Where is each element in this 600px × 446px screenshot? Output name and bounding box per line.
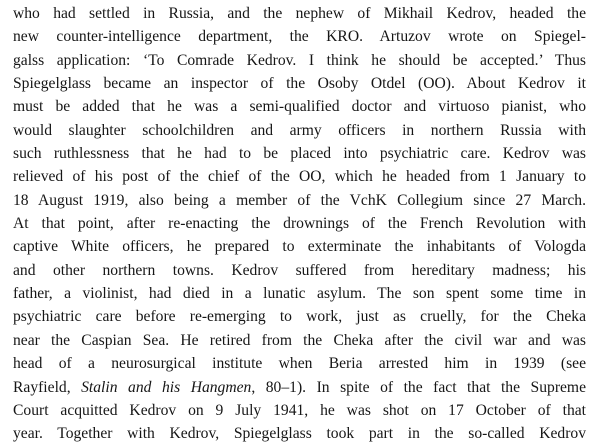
text-line: must be added that he was a semi-qualified doctor and virtuoso pianist, who — [13, 98, 586, 116]
text-line: and other northern towns. Kedrov suffered from hereditary madness; his — [13, 261, 586, 279]
text-line: relieved of his post of the chief of the OO, which he headed from 1 January to — [13, 168, 586, 186]
text-line: would slaughter schoolchildren and army officers in northern Russia with — [13, 121, 586, 139]
text-line: Court acquitted Kedrov on 9 July 1941, he was shot on 17 October of that — [13, 401, 586, 419]
text-line: new counter-intelligence department, the KRO. Artuzov wrote on Spiegel- — [13, 28, 586, 46]
citation-lead: Rayfield, — [13, 378, 82, 396]
text-line: psychiatric care before re-emerging to work, just as cruelly, for the Cheka — [13, 308, 586, 326]
book-title: Stalin and his Hangmen — [81, 378, 252, 396]
text-line: father, a violinist, had died in a lunatic asylum. The son spent some time in — [13, 285, 586, 303]
text-line: galss application: ‘To Comrade Kedrov. I think he should be accepted.’ Thus — [13, 51, 586, 69]
text-line: head of a neurosurgical institute when Beria arrested him in 1939 (see — [13, 355, 586, 373]
text-line: At that point, after re-enacting the drownings of the French Revolution with — [13, 215, 586, 233]
citation-tail: , 80–1). In spite of the fact that the Supreme — [251, 378, 586, 396]
text-line-with-citation — [13, 376, 586, 399]
text-line: near the Caspian Sea. He retired from the Cheka after the civil war and was — [13, 331, 586, 349]
text-line: captive White officers, he prepared to exterminate the inhabitants of Vologda — [13, 238, 586, 256]
text-line: year. Together with Kedrov, Spiegelglass took part in the so-called Kedrov — [13, 425, 586, 443]
text-line: who had settled in Russia, and the nephew of Mikhail Kedrov, headed the — [13, 5, 586, 22]
text-line: 18 August 1919, also being a member of the VchK Collegium since 27 March. — [13, 191, 586, 209]
text-line: Spiegelglass became an inspector of the Osoby Otdel (OO). About Kedrov it — [13, 75, 586, 93]
text-line: such ruthlessness that he had to be placed into psychiatric care. Kedrov was — [13, 145, 586, 163]
body-text — [13, 2, 586, 446]
